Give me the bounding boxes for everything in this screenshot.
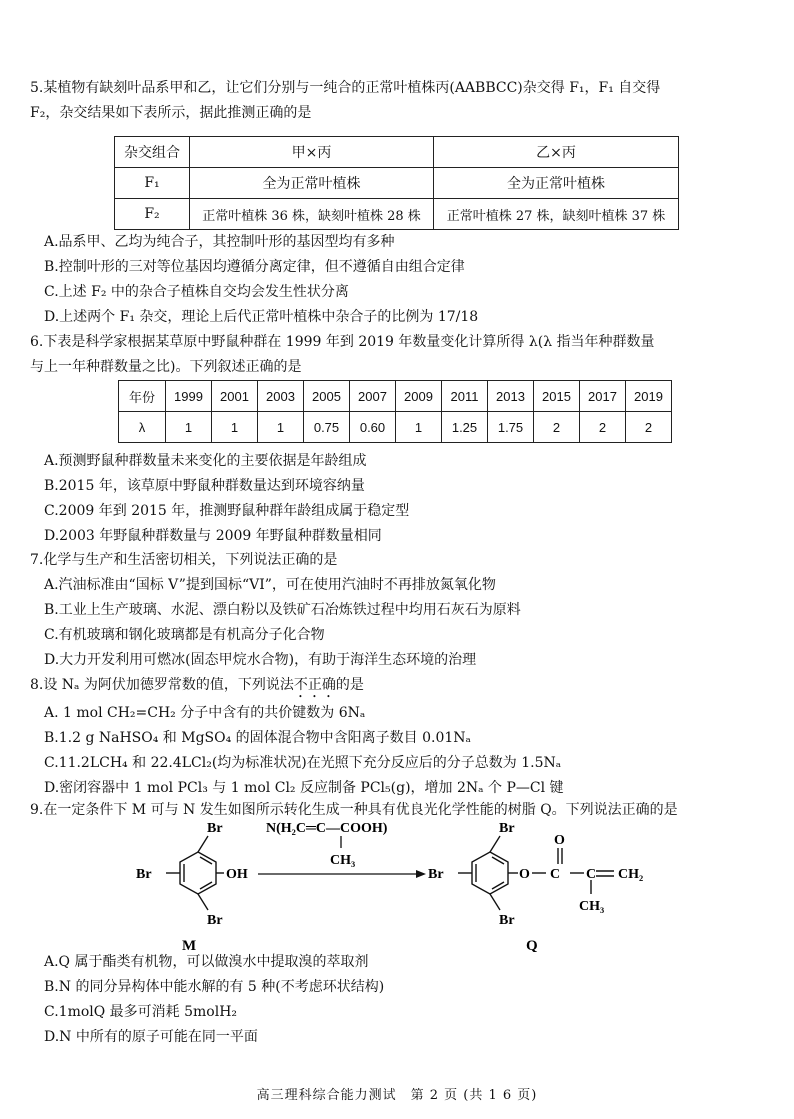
q8-stem-emphasis: 不正确 (293, 677, 336, 693)
table-cell: 2005 (304, 381, 350, 412)
question-8 (30, 673, 768, 801)
table-cell: 2001 (212, 381, 258, 412)
q8-stem-post: 的是 (335, 677, 364, 693)
br-label: Br (136, 867, 152, 882)
molecule-m (166, 836, 224, 910)
option-c: C.1molQ 最多可消耗 5molH₂ (44, 1004, 238, 1020)
reaction-scheme (120, 812, 680, 952)
table-cell: 1 (396, 412, 442, 443)
br-label: Br (428, 867, 444, 882)
table-cell: F₂ (115, 199, 190, 230)
table-cell: 2015 (534, 381, 580, 412)
option-a: A.品系甲、乙均为纯合子，其控制叶形的基因型均有多种 (44, 234, 395, 250)
table-cell: λ (119, 412, 166, 443)
table-cell: 甲×丙 (190, 137, 434, 168)
question-5 (30, 76, 768, 126)
q9-stem: 9.在一定条件下 M 可与 N 发生如图所示转化生成一种具有优良光化学性能的树脂 Q。下列说法正确的是 (30, 802, 678, 818)
table-cell: 0.75 (304, 412, 350, 443)
question-6 (30, 330, 768, 380)
table-cell: 2 (534, 412, 580, 443)
ch3-label: CH₃ (579, 899, 605, 914)
q6-stem-line1: 6.下表是科学家根据某草原中野鼠种群在 1999 年到 2019 年数量变化计算所得 λ(λ 指当年种群数量 (30, 334, 655, 350)
table-cell: 全为正常叶植株 (190, 168, 434, 199)
page-footer: 高三理科综合能力测试 第 2 页 (共 1 6 页) (256, 1088, 538, 1103)
option-b: B.1.2 g NaHSO₄ 和 MgSO₄ 的固体混合物中含阳离子数目 0.01Nₐ (44, 730, 471, 746)
q5-options (30, 230, 768, 330)
option-c: C.有机玻璃和钢化玻璃都是有机高分子化合物 (44, 627, 325, 643)
table-cell: F₁ (115, 168, 190, 199)
q7-stem: 7.化学与生产和生活密切相关，下列说法正确的是 (30, 552, 338, 568)
option-d: D.大力开发利用可燃冰(固态甲烷水合物)，有助于海洋生态环境的治理 (44, 652, 477, 668)
carbonyl-c-label: C (550, 867, 561, 882)
table-cell: 2011 (442, 381, 488, 412)
reagent-n: N(H₂C═C—COOH) (266, 821, 388, 836)
br-label: Br (499, 913, 515, 928)
table-cell: 乙×丙 (434, 137, 679, 168)
q8-stem (30, 673, 768, 701)
carbonyl-o-label: O (554, 833, 565, 848)
table-cell: 2003 (258, 381, 304, 412)
q8-stem-pre: 8.设 Nₐ 为阿伏加德罗常数的值，下列说法 (30, 677, 294, 693)
table-cell: 正常叶植株 27 株，缺刻叶植株 37 株 (434, 199, 679, 230)
table-cell: 1.25 (442, 412, 488, 443)
table-cell: 年份 (119, 381, 166, 412)
ester-o-label: O (519, 867, 530, 882)
reagent-ch3: CH₃ (330, 853, 356, 868)
option-c: C.上述 F₂ 中的杂合子植株自交均会发生性状分离 (44, 284, 349, 300)
table-cell: 1999 (166, 381, 212, 412)
table-cell: 1 (166, 412, 212, 443)
option-a: A.Q 属于酯类有机物，可以做溴水中提取溴的萃取剂 (44, 954, 369, 970)
option-b: B.N 的同分异构体中能水解的有 5 种(不考虑环状结构) (44, 979, 385, 995)
table-cell: 全为正常叶植株 (434, 168, 679, 199)
option-d: D.密闭容器中 1 mol PCl₃ 与 1 mol Cl₂ 反应制备 PCl₅(g)，增加 2Nₐ 个 P—Cl 键 (44, 780, 564, 796)
label-m: M (182, 938, 197, 952)
arrow-head (416, 870, 426, 878)
table-cell: 2019 (626, 381, 672, 412)
oh-label: OH (226, 867, 248, 882)
table-row (115, 168, 679, 199)
q6-stem (30, 330, 768, 380)
ch2-label: CH₂ (618, 867, 644, 882)
option-a: A.预测野鼠种群数量未来变化的主要依据是年龄组成 (44, 453, 367, 469)
table-cell: 1 (212, 412, 258, 443)
br-label: Br (207, 821, 223, 836)
q6-stem-line2: 与上一年种群数量之比)。下列叙述正确的是 (30, 359, 302, 375)
option-b: B.控制叶形的三对等位基因均遵循分离定律，但不遵循自由组合定律 (44, 259, 465, 275)
table-cell: 1 (258, 412, 304, 443)
option-c: C.2009 年到 2015 年，推测野鼠种群年龄组成属于稳定型 (44, 503, 410, 519)
table-row (119, 381, 672, 412)
table-cell: 2 (580, 412, 626, 443)
option-d: D.上述两个 F₁ 杂交，理论上后代正常叶植株中杂合子的比例为 17/18 (44, 309, 479, 325)
option-d: D.N 中所有的原子可能在同一平面 (44, 1029, 258, 1045)
option-a: A.汽油标准由“国标 V”提到国标“VI”，可在使用汽油时不再排放氮氧化物 (44, 577, 496, 593)
table-cell: 杂交组合 (115, 137, 190, 168)
label-q: Q (526, 938, 538, 952)
table-cell: 正常叶植株 36 株，缺刻叶植株 28 株 (190, 199, 434, 230)
q5-stem-line2: F₂，杂交结果如下表所示，据此推测正确的是 (30, 105, 312, 121)
option-b: B.2015 年，该草原中野鼠种群数量达到环境容纳量 (44, 478, 365, 494)
q6-lambda-table (118, 380, 672, 443)
table-cell: 2017 (580, 381, 626, 412)
br-label: Br (499, 821, 515, 836)
option-a: A. 1 mol CH₂=CH₂ 分子中含有的共价键数为 6Nₐ (44, 705, 366, 721)
table-cell: 2007 (350, 381, 396, 412)
option-b: B.工业上生产玻璃、水泥、漂白粉以及铁矿石冶炼铁过程中均用石灰石为原料 (44, 602, 521, 618)
br-label: Br (207, 913, 223, 928)
option-c: C.11.2LCH₄ 和 22.4LCl₂(均为标准状况)在光照下充分反应后的分子总数为 1.5Nₐ (44, 755, 562, 771)
table-cell: 2009 (396, 381, 442, 412)
question-7 (30, 548, 768, 673)
q5-stem-line1: 5.某植物有缺刻叶品系甲和乙，让它们分别与一纯合的正常叶植株丙(AABBCC)杂交得 F₁，F₁ 自交得 (30, 80, 661, 96)
table-row (115, 199, 679, 230)
option-d: D.2003 年野鼠种群数量与 2009 年野鼠种群数量相同 (44, 528, 382, 544)
table-cell: 0.60 (350, 412, 396, 443)
q5-cross-table (114, 136, 679, 230)
table-cell: 2 (626, 412, 672, 443)
q5-stem (30, 76, 768, 126)
q6-options (30, 449, 768, 549)
q9-options (30, 950, 768, 1050)
table-row (119, 412, 672, 443)
table-cell: 1.75 (488, 412, 534, 443)
alkene-c-label: C (586, 867, 597, 882)
table-row (115, 137, 679, 168)
table-cell: 2013 (488, 381, 534, 412)
